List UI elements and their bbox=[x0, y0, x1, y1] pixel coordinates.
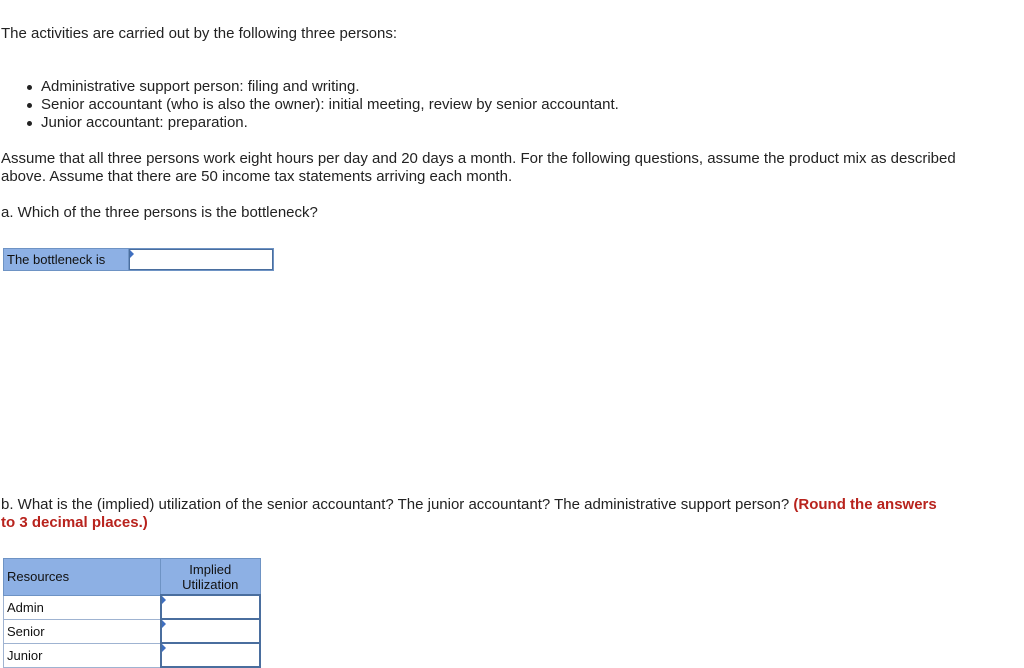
input-marker-icon bbox=[130, 250, 134, 258]
table-row bbox=[4, 643, 261, 667]
input-marker-icon bbox=[162, 644, 166, 652]
bullet-icon bbox=[27, 121, 32, 126]
question-b: b. What is the (implied) utilization of the senior accountant? The junior accountant? The administrative support person? (Round the answers to 3 decimal places.) bbox=[1, 496, 937, 531]
list-item: Administrative support person: filing and writing. bbox=[0, 78, 619, 96]
junior-utilization-input[interactable] bbox=[161, 643, 261, 667]
implied-utilization-header: Implied Utilization bbox=[161, 559, 261, 596]
bullet-icon bbox=[27, 103, 32, 108]
question-a: a. Which of the three persons is the bottleneck? bbox=[1, 204, 318, 221]
resources-header: Resources bbox=[4, 559, 161, 596]
resource-name: Senior bbox=[4, 619, 161, 643]
rounding-note: (Round the answers to 3 decimal places.) bbox=[1, 496, 937, 531]
bottleneck-answer-input[interactable] bbox=[129, 249, 273, 270]
senior-utilization-input[interactable] bbox=[161, 619, 261, 643]
list-item: Junior accountant: preparation. bbox=[0, 114, 619, 132]
input-marker-icon bbox=[162, 596, 166, 604]
resource-name: Admin bbox=[4, 595, 161, 619]
bottleneck-row bbox=[3, 248, 274, 271]
utilization-table bbox=[3, 558, 261, 668]
admin-utilization-input[interactable] bbox=[161, 595, 261, 619]
resource-name: Junior bbox=[4, 643, 161, 667]
table-row bbox=[4, 595, 261, 619]
intro-text: The activities are carried out by the following three persons: bbox=[1, 25, 398, 42]
table-row bbox=[4, 619, 261, 643]
bottleneck-label: The bottleneck is bbox=[4, 249, 129, 270]
bullet-icon bbox=[27, 85, 32, 90]
input-marker-icon bbox=[162, 620, 166, 628]
table-header-row bbox=[4, 559, 261, 596]
list-item: Senior accountant (who is also the owner): initial meeting, review by senior accountant. bbox=[0, 96, 619, 114]
assumption-text: Assume that all three persons work eight hours per day and 20 days a month. For the following questions, assume the product mix as described above. Assume that there are 50 income tax statements arriving each month. bbox=[1, 150, 956, 185]
persons-list bbox=[0, 78, 619, 132]
